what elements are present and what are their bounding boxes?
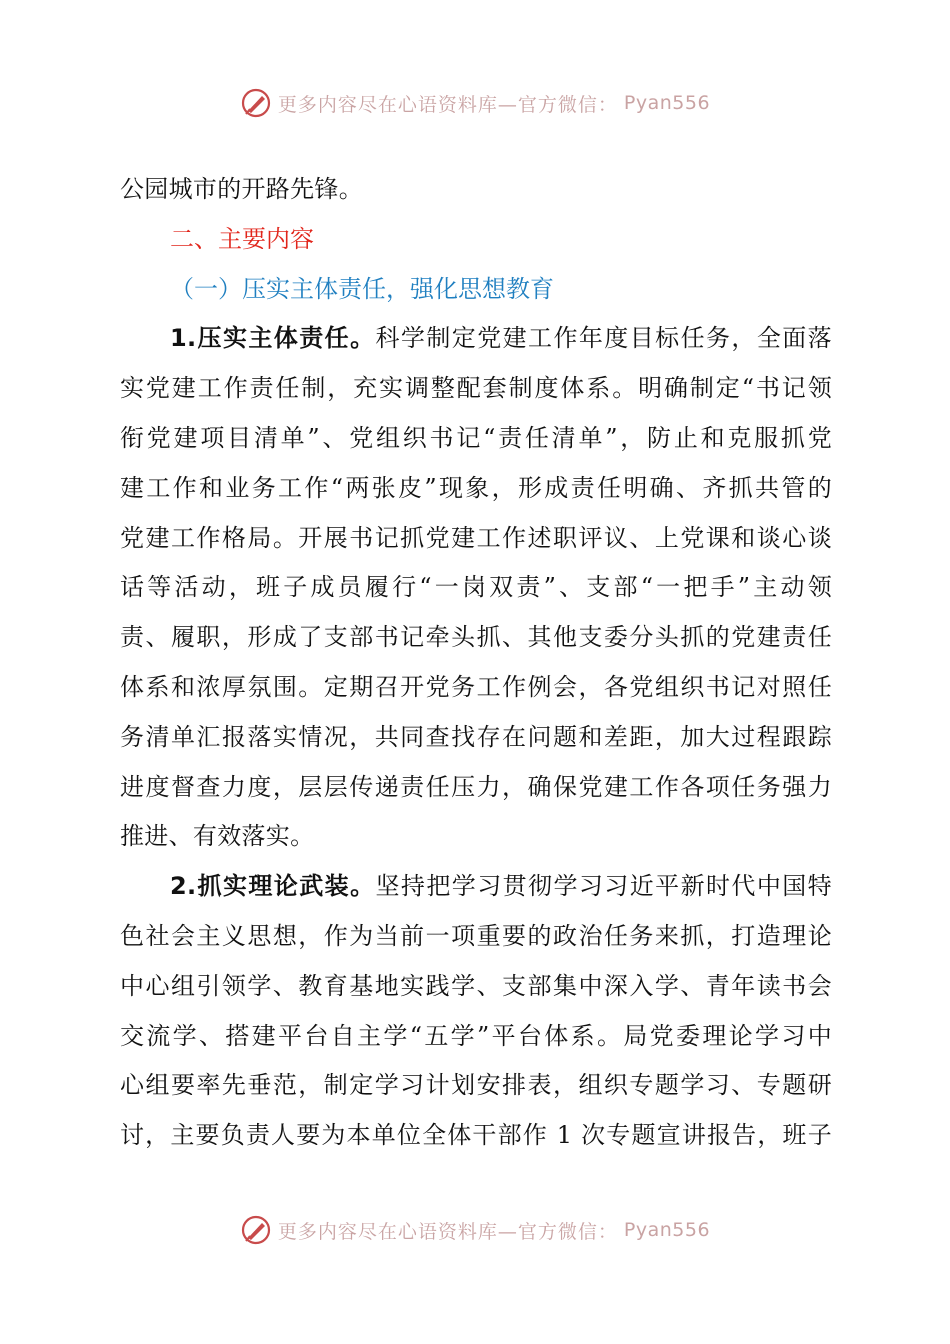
watermark-header	[0, 86, 950, 120]
watermark-footer	[0, 1213, 950, 1247]
para1-line-6: 责、履职，形成了支部书记牵头抓、其他支委分头抓的党建责任	[120, 623, 832, 652]
para2-line-1: 色社会主义思想，作为当前一项重要的政治任务来抓，打造理论	[120, 921, 832, 950]
para2-lead: 2.抓实理论武装。	[170, 872, 376, 901]
subsection-heading: （一）压实主体责任，强化思想教育	[170, 274, 554, 303]
watermark-wechat: Pyan556	[623, 1219, 711, 1241]
para2-line-0: 2.抓实理论武装。坚持把学习贯彻学习习近平新时代中国特	[170, 872, 832, 901]
section-heading: 二、主要内容	[170, 224, 314, 253]
para2-line-4: 心组要率先垂范，制定学习计划安排表，组织专题学习、专题研	[120, 1071, 832, 1100]
para1-line-3: 建工作和业务工作“两张皮”现象，形成责任明确、齐抓共管的	[120, 473, 832, 502]
para1-line-9: 进度督查力度，层层传递责任压力，确保党建工作各项任务强力	[120, 772, 832, 801]
para1-line-0: 1.压实主体责任。科学制定党建工作年度目标任务，全面落	[170, 324, 832, 353]
document-body	[120, 165, 832, 1161]
quill-logo-icon	[240, 87, 272, 119]
para1-line-8: 务清单汇报落实情况，共同查找存在问题和差距，加大过程跟踪	[120, 722, 832, 751]
para2-line-3: 交流学、搭建平台自主学“五学”平台体系。局党委理论学习中	[120, 1021, 832, 1050]
para1-lead: 1.压实主体责任。	[170, 324, 376, 353]
para2-line-5: 讨，主要负责人要为本单位全体干部作 1 次专题宣讲报告，班子	[120, 1121, 832, 1150]
watermark-wechat: Pyan556	[623, 92, 711, 114]
carry-over-line: 公园城市的开路先锋。	[120, 175, 363, 203]
para1-line-2: 衔党建项目清单”、党组织书记“责任清单”，防止和克服抓党	[120, 423, 832, 452]
para1-line-1: 实党建工作责任制，充实调整配套制度体系。明确制定“书记领	[120, 374, 832, 403]
para1-line-4: 党建工作格局。开展书记抓党建工作述职评议、上党课和谈心谈	[120, 523, 832, 552]
watermark-text: 更多内容尽在心语资料库—官方微信：	[277, 93, 618, 116]
para1-line-10: 推进、有效落实。	[120, 822, 315, 851]
quill-logo-icon	[240, 1214, 272, 1246]
para2-line-2: 中心组引领学、教育基地实践学、支部集中深入学、青年读书会	[120, 971, 832, 1000]
para1-line-5: 话等活动，班子成员履行“一岗双责”、支部“一把手”主动领	[120, 573, 832, 602]
para1-line-7: 体系和浓厚氛围。定期召开党务工作例会，各党组织书记对照任	[120, 672, 832, 701]
watermark-text: 更多内容尽在心语资料库—官方微信：	[277, 1220, 618, 1243]
